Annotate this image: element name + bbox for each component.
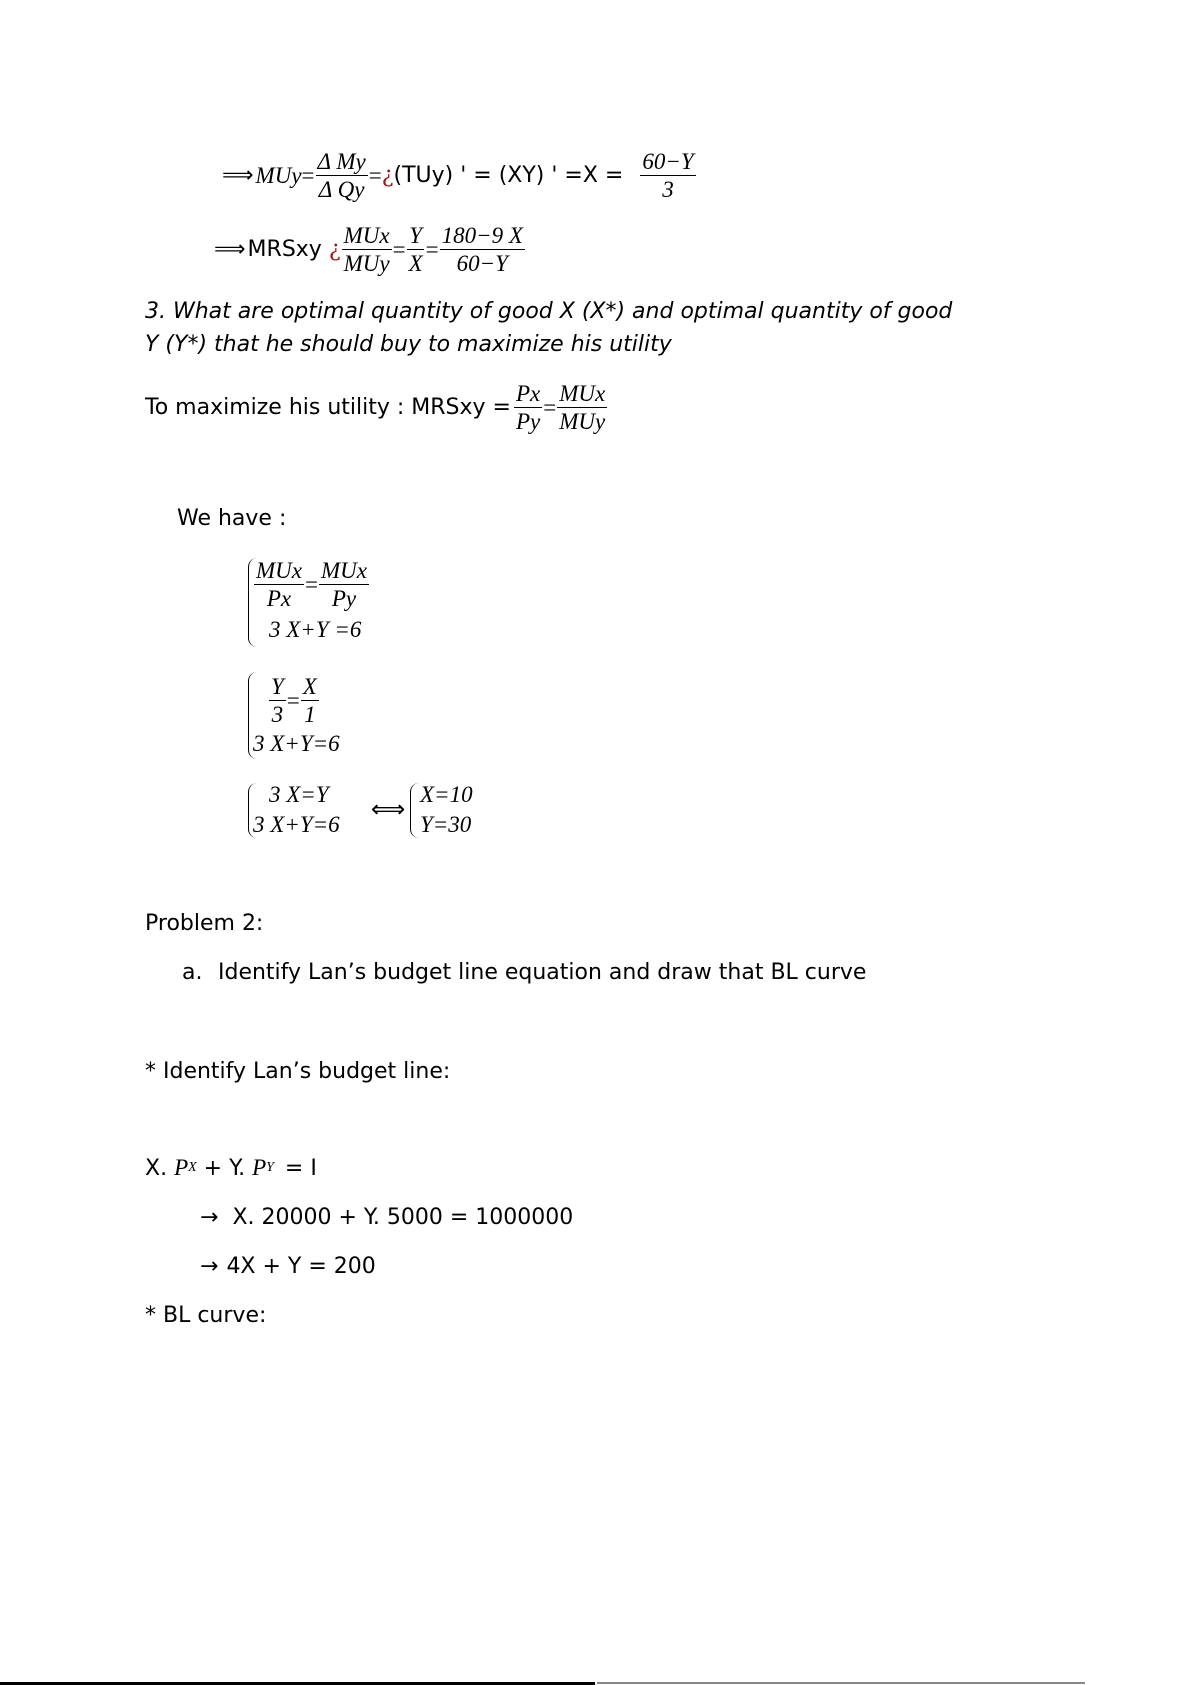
equivalent-arrow-icon: ⟺	[371, 795, 406, 823]
equals-sign: =	[543, 394, 557, 420]
denominator: 1	[304, 702, 316, 727]
numerator: Y	[409, 223, 422, 248]
question-3-line-2: Y (Y*) that he should buy to maximize his utility	[145, 332, 672, 357]
denominator: Py	[331, 586, 357, 611]
numerator: MUx	[559, 381, 606, 406]
we-have-label: We have :	[177, 506, 287, 531]
equals-sign: =	[425, 236, 439, 262]
fraction-y-x	[407, 222, 425, 277]
equals-sign: =	[301, 162, 315, 188]
denominator: Δ Qy	[318, 177, 365, 202]
numerator: Y	[271, 674, 284, 699]
mu-y-label: MUy	[255, 162, 302, 188]
numerator: MUx	[320, 558, 367, 583]
step-1-text: X. 20000 + Y. 5000 = 1000000	[232, 1205, 574, 1230]
missing-glyph: ¿	[328, 237, 341, 262]
problem-2-item-marker: a.	[182, 960, 203, 985]
numerator: Px	[515, 381, 541, 406]
system-3-eq-2: 3 X+Y=6	[253, 812, 340, 837]
implies-arrow-icon: ⟹	[214, 237, 244, 262]
fraction-mux-px	[254, 557, 304, 612]
derivative-text: (TUy) ' = (XY) ' =X =	[393, 163, 631, 188]
equals-sign: =	[286, 687, 300, 713]
bottom-rule-secondary	[597, 1682, 1085, 1684]
solution-x: X=10	[420, 782, 473, 807]
question-3-line-1: 3. What are optimal quantity of good X (X*) and optimal quantity of good	[145, 299, 953, 324]
price-x-subscript: X	[188, 1160, 197, 1175]
income-term: = I	[277, 1155, 317, 1181]
bl-curve-heading: * BL curve:	[145, 1303, 267, 1328]
denominator: 3	[662, 177, 674, 202]
mrs-label: MRSxy	[247, 237, 329, 262]
numerator: Δ My	[317, 149, 366, 174]
denominator: 3	[271, 702, 284, 727]
denominator: 60−Y	[456, 251, 508, 276]
solution-y: Y=30	[420, 812, 472, 837]
fraction-mux-muy	[557, 380, 607, 435]
right-arrow-icon: →	[200, 1254, 219, 1279]
fraction-mux-py	[319, 557, 369, 612]
fraction-y-3	[269, 673, 286, 728]
missing-glyph: ¿	[381, 163, 394, 188]
numerator: X	[302, 674, 317, 699]
equals-sign: =	[392, 236, 406, 262]
problem-2-title: Problem 2:	[145, 911, 264, 936]
maximize-text: To maximize his utility : MRSxy =	[145, 395, 511, 420]
price-y-subscript: Y	[266, 1160, 274, 1175]
budget-line-step-1	[200, 1205, 573, 1230]
denominator: Px	[266, 586, 292, 611]
fraction-delta-my-qy	[316, 148, 368, 203]
equals-sign: =	[304, 571, 318, 597]
numerator: 60−Y	[642, 149, 694, 174]
denominator: MUy	[343, 251, 390, 276]
maximize-condition	[145, 380, 608, 435]
numerator: MUx	[256, 558, 302, 583]
brace-solution	[410, 783, 419, 838]
price-y-symbol: P	[252, 1155, 267, 1180]
fraction-180-9x-over-60-y	[440, 222, 525, 277]
system-3-eq-1: 3 X=Y	[269, 782, 329, 807]
fraction-mux-muy	[342, 222, 392, 277]
system-2-eq-1	[268, 673, 320, 728]
system-1-eq-1	[253, 557, 370, 612]
equals-sign: =	[368, 162, 382, 188]
identify-budget-line-heading: * Identify Lan’s budget line:	[145, 1059, 451, 1084]
denominator: X	[408, 251, 423, 276]
budget-line-general-equation	[145, 1155, 317, 1181]
fraction-x-1	[301, 673, 319, 728]
mrs-derivation	[214, 222, 526, 277]
problem-2-item-a: Identify Lan’s budget line equation and draw that BL curve	[218, 960, 867, 985]
denominator: Py	[515, 409, 541, 434]
numerator: 180−9 X	[441, 223, 523, 248]
fraction-60-minus-y-over-3	[640, 148, 695, 203]
implies-arrow-icon: ⟹	[222, 163, 252, 188]
y-term: + Y.	[196, 1155, 253, 1181]
mu-y-derivation	[222, 148, 697, 203]
price-x-symbol: P	[174, 1155, 189, 1180]
right-arrow-icon: →	[200, 1205, 219, 1230]
budget-line-step-2	[200, 1254, 376, 1279]
denominator: MUy	[559, 409, 606, 434]
fraction-px-py	[514, 380, 542, 435]
system-2-eq-2: 3 X+Y=6	[253, 731, 340, 756]
x-term: X.	[145, 1155, 175, 1181]
system-1-eq-2: 3 X+Y =6	[269, 617, 362, 642]
step-2-text: 4X + Y = 200	[226, 1254, 376, 1279]
numerator: MUx	[343, 223, 390, 248]
